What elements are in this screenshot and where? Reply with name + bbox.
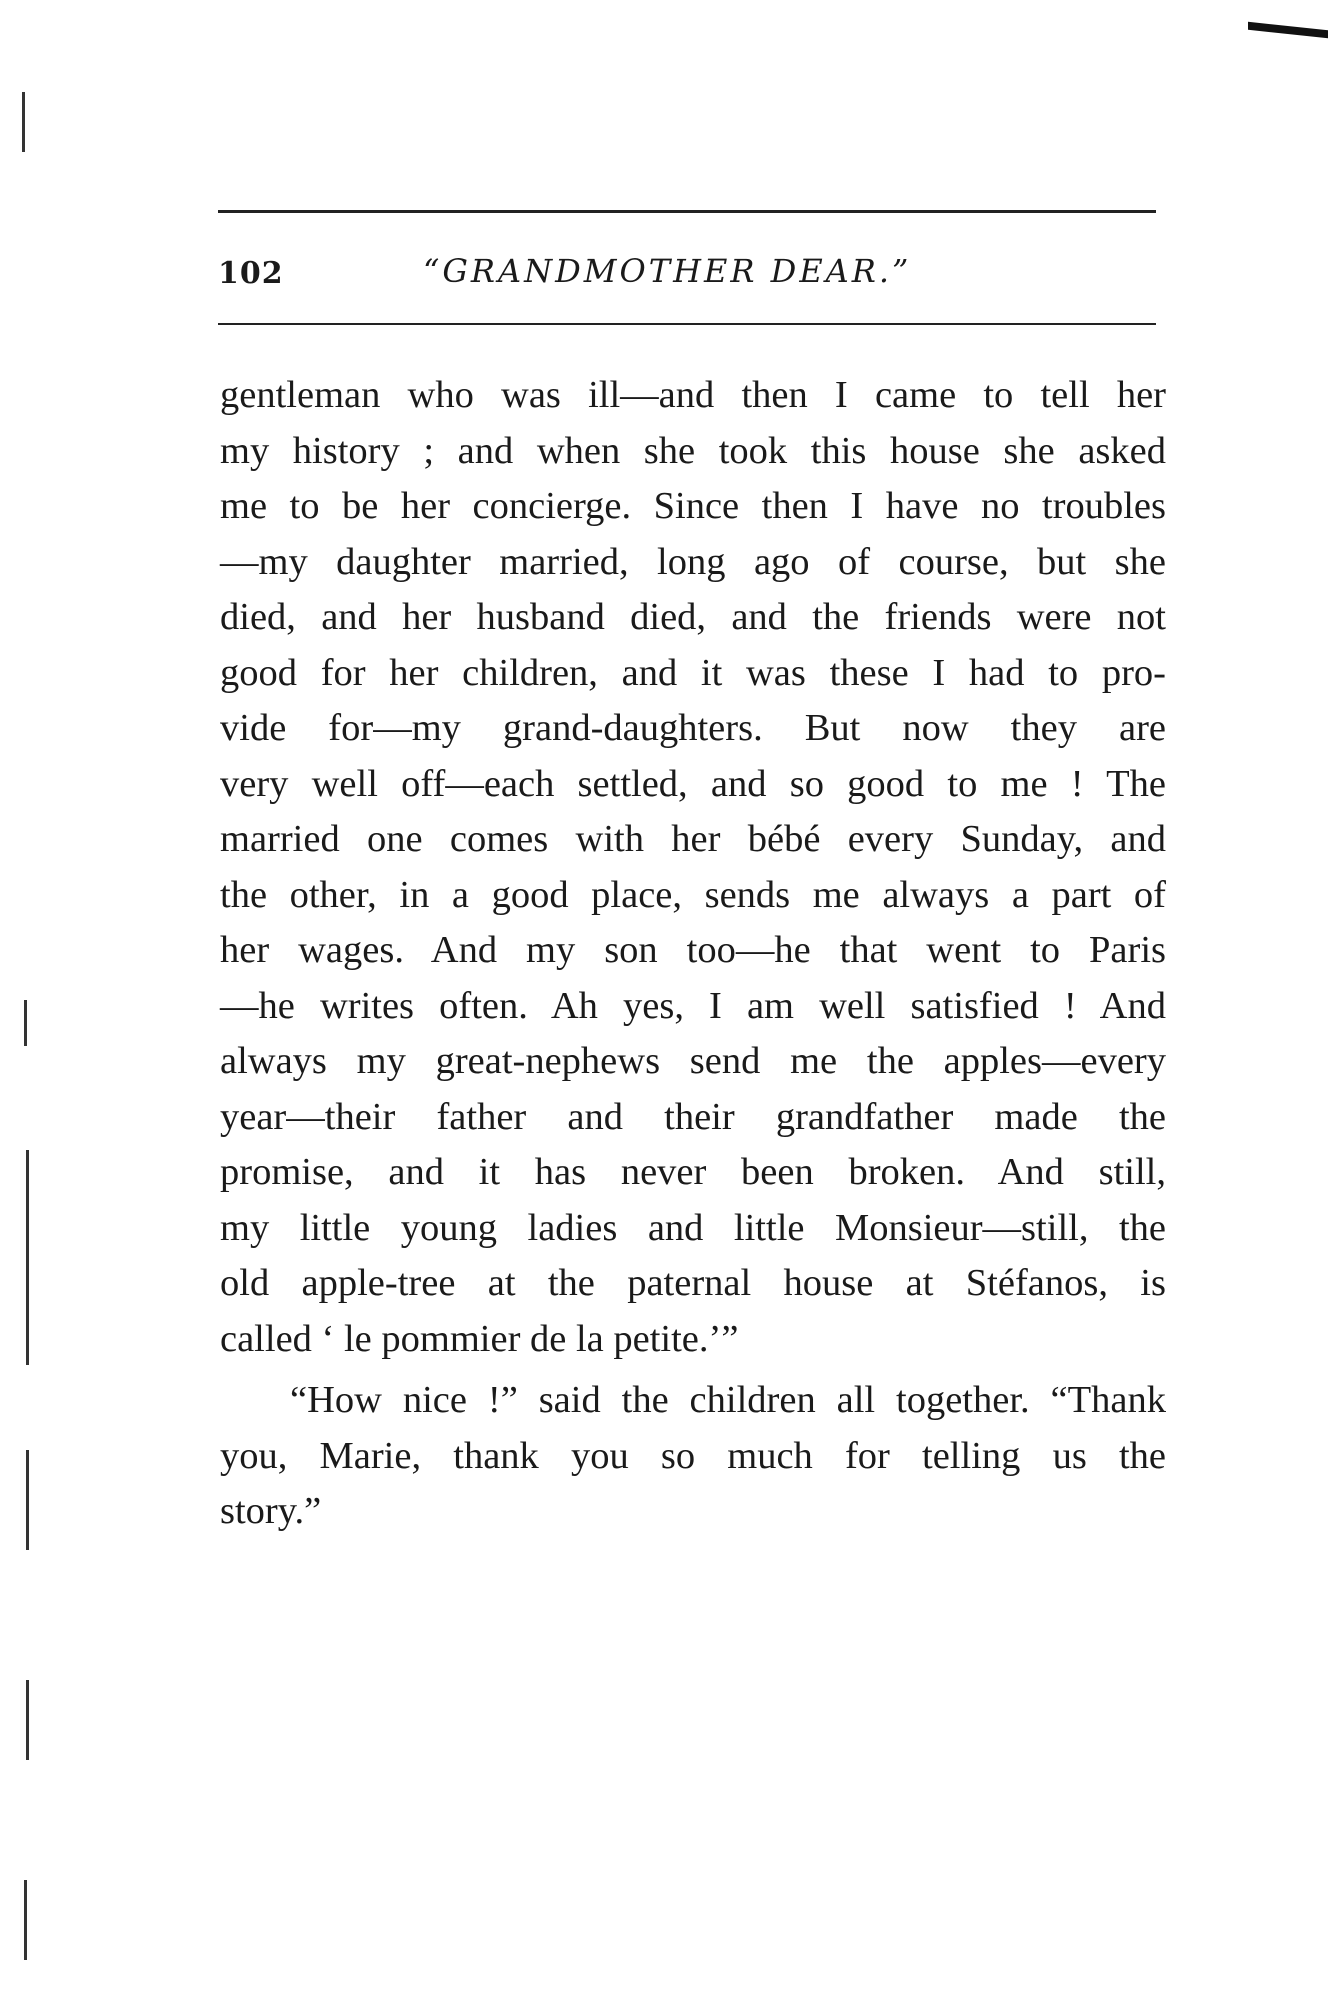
text-line: you, Marie, thank you so much for telling us the: [220, 1434, 1166, 1477]
header-rule-bottom: [218, 323, 1156, 325]
text-line: died, and her husband died, and the friends were not: [220, 596, 1166, 638]
paragraph: [220, 368, 1166, 1367]
text-line: called ‘ le pommier de la petite.’”: [220, 1317, 739, 1360]
text-line: very well off—each settled, and so good to me ! The: [220, 762, 1166, 805]
text-line: —my daughter married, long ago of course, but she: [220, 540, 1166, 583]
text-line: “How nice !” said the children all together. “Thank: [290, 1379, 1166, 1421]
text-line: promise, and it has never been broken. And still,: [220, 1151, 1166, 1193]
text-line: gentleman who was ill—and then I came to tell her: [220, 374, 1166, 416]
text-line: married one comes with her bébé every Sunday, and: [220, 818, 1166, 860]
text-line: good for her children, and it was these I had to pro-: [220, 651, 1166, 694]
running-head: [218, 246, 1156, 296]
scan-margin-mark: [22, 92, 25, 152]
text-line: my history ; and when she took this house she asked: [220, 429, 1166, 472]
text-line: old apple-tree at the paternal house at Stéfanos, is: [220, 1262, 1166, 1304]
text-line: always my great-nephews send me the apples—every: [220, 1040, 1166, 1082]
scan-margin-mark: [26, 1680, 29, 1760]
scan-margin-mark: [26, 1450, 29, 1550]
text-line: year—their father and their grandfather made the: [220, 1095, 1166, 1138]
text-line: —he writes often. Ah yes, I am well satisfied ! And: [220, 984, 1166, 1027]
header-rule-top: [218, 210, 1156, 213]
text-line: her wages. And my son too—he that went to Paris: [220, 929, 1166, 971]
text-line: story.”: [220, 1490, 322, 1532]
paragraph: [220, 1373, 1166, 1540]
scan-margin-mark: [24, 1880, 27, 1960]
scan-margin-mark: [26, 1150, 29, 1365]
page-number: 102: [218, 256, 284, 291]
scan-margin-mark: [24, 1000, 27, 1046]
text-line: me to be her concierge. Since then I have no troubles: [220, 485, 1166, 527]
text-line: the other, in a good place, sends me always a part of: [220, 873, 1166, 916]
running-title: “GRANDMOTHER DEAR.”: [423, 252, 912, 290]
body-text: [220, 368, 1166, 1540]
text-line: my little young ladies and little Monsieur—still, the: [220, 1206, 1166, 1249]
scan-corner-mark: [1248, 22, 1328, 38]
text-line: vide for—my grand-daughters. But now they are: [220, 707, 1166, 749]
